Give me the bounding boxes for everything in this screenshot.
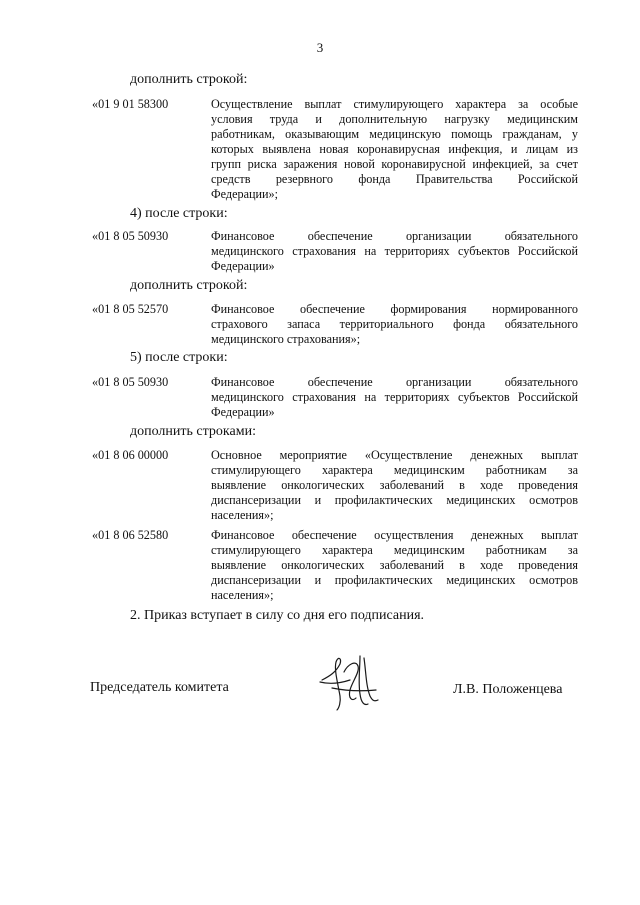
description-line: Финансовое обеспечение осуществления денежных выплат	[211, 528, 578, 542]
description-line: групп риска заражения новой коронавирусной инфекцией, за счет	[211, 157, 578, 171]
block-intro-4: 5) после строки:	[130, 350, 228, 365]
budget-code: «01 8 06 00000	[92, 448, 169, 462]
description-line: выявление онкологических заболеваний в ходе проведения	[211, 478, 578, 492]
row-description	[211, 302, 578, 347]
description-line: Финансовое обеспечение формирования нормированного	[211, 302, 578, 316]
description-line: выявление онкологических заболеваний в ходе проведения	[211, 558, 578, 572]
row-description	[211, 97, 578, 202]
budget-code: «01 9 01 58300	[92, 97, 169, 111]
description-line: диспансеризации и профилактических медицинских осмотров	[211, 493, 578, 507]
row-description	[211, 375, 578, 420]
description-line: медицинского страхования на территориях субъектов Российской	[211, 390, 578, 404]
budget-code: «01 8 05 50930	[92, 375, 169, 389]
row-description	[211, 448, 578, 523]
budget-code: «01 8 05 50930	[92, 229, 169, 243]
description-line: Основное мероприятие «Осуществление денежных выплат	[211, 448, 578, 462]
description-line: Финансовое обеспечение организации обязательного	[211, 375, 578, 389]
description-line: Осуществление выплат стимулирующего характера за особые	[211, 97, 578, 111]
description-line: медицинского страхования»;	[211, 332, 361, 346]
description-line: диспансеризации и профилактических медицинских осмотров	[211, 573, 578, 587]
description-line: которых выявлена новая коронавирусная инфекция, и лицам из	[211, 142, 578, 156]
signatory-title: Председатель комитета	[90, 680, 229, 695]
description-line: медицинского страхования на территориях субъектов Российской	[211, 244, 578, 258]
description-line: Федерации»	[211, 259, 275, 273]
block-intro-3: дополнить строкой:	[130, 278, 248, 293]
row-description	[211, 528, 578, 603]
description-line: населения»;	[211, 588, 274, 602]
decree-clause: 2. Приказ вступает в силу со дня его подписания.	[130, 608, 425, 623]
budget-code: «01 8 06 52580	[92, 528, 169, 542]
description-line: стимулирующего характера медицинским работникам за	[211, 543, 578, 557]
row-description	[211, 229, 578, 274]
signatory-name: Л.В. Положенцева	[453, 682, 563, 697]
block-intro-5: дополнить строками:	[130, 424, 256, 439]
description-line: стимулирующего характера медицинским работникам за	[211, 463, 578, 477]
description-line: страхового запаса территориального фонда обязательного	[211, 317, 578, 331]
description-line: условия труда и дополнительную нагрузку медицинским	[211, 112, 578, 126]
block-intro-2: 4) после строки:	[130, 206, 228, 221]
budget-code: «01 8 05 52570	[92, 302, 169, 316]
description-line: населения»;	[211, 508, 274, 522]
handwritten-signature	[316, 650, 384, 712]
description-line: Федерации»	[211, 405, 275, 419]
page-number: 3	[316, 40, 324, 55]
description-line: работникам, оказывающим медицинскую помощь гражданам, у	[211, 127, 578, 141]
description-line: Финансовое обеспечение организации обязательного	[211, 229, 578, 243]
description-line: средств резервного фонда Правительства Российской	[211, 172, 578, 186]
description-line: Федерации»;	[211, 187, 279, 201]
block-intro-1: дополнить строкой:	[130, 72, 248, 87]
